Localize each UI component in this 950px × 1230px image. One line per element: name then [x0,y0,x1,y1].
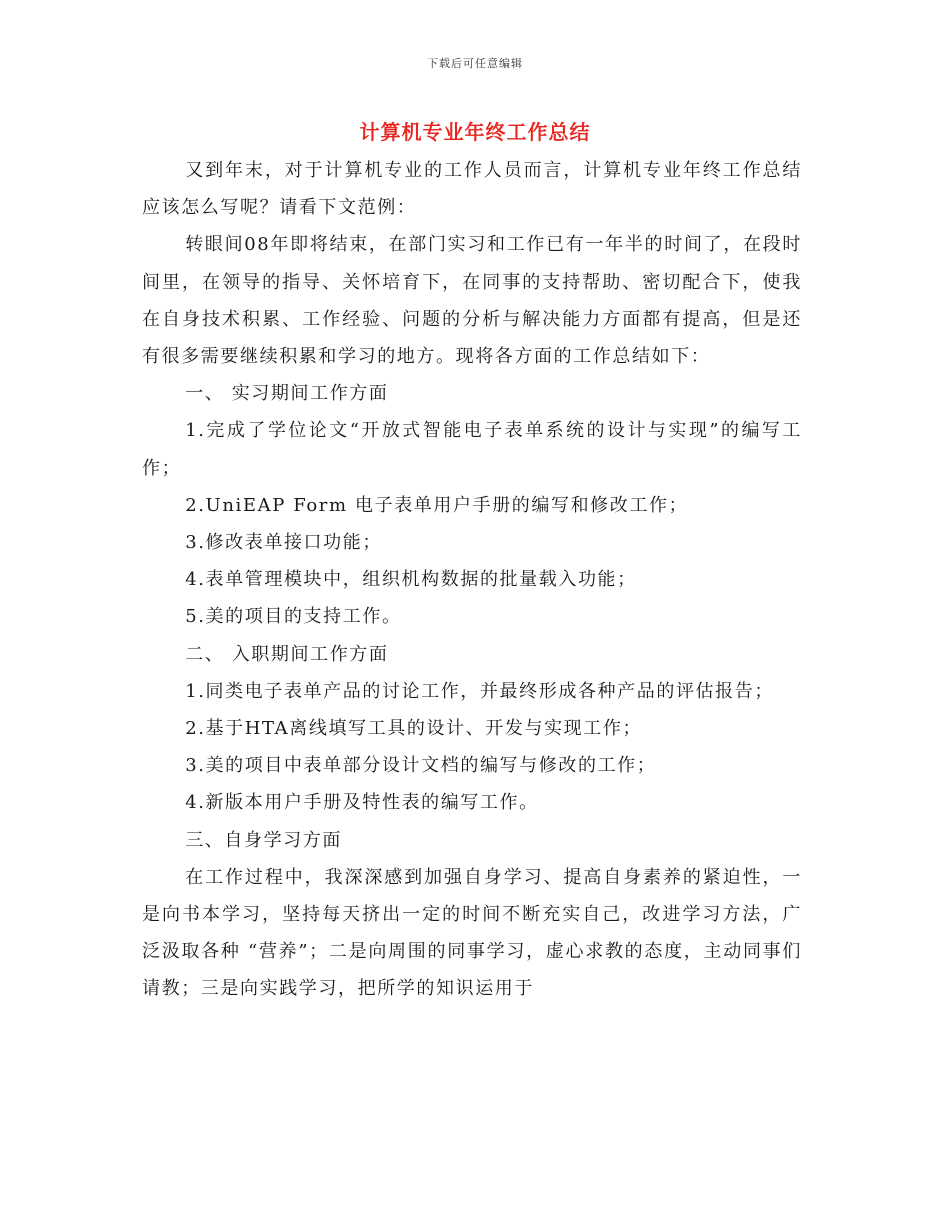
section-heading-self-study: 三、自身学习方面 [185,829,342,851]
list-item: 4.表单管理模块中，组织机构数据的批量载入功能； [185,569,637,591]
paragraph-self-study: 在工作过程中，我深深感到加强自身学习、提高自身素养的紧迫性，一是向书本学习，坚持每天挤出一定的时间不断充实自己，改进学习方法，广泛汲取各种 “营养”；二是向周围的同事学习，虚心求教的态度，主动同事们请教；三是向实践学习，把所学的知识运用于 [142,866,802,1000]
list-item: 1.同类电子表单产品的讨论工作，并最终形成各种产品的评估报告； [185,680,774,702]
list-item: 2.基于HTA离线填写工具的设计、开发与实现工作； [185,718,643,740]
list-item: 5.美的项目的支持工作。 [185,606,402,628]
section-heading-employment: 二、 入职期间工作方面 [185,643,389,665]
list-item: 4.新版本用户手册及特性表的编写工作。 [185,792,539,814]
section-heading-internship: 一、 实习期间工作方面 [185,383,389,405]
list-item: 3.修改表单接口功能； [185,532,382,554]
paragraph-intro: 又到年末，对于计算机专业的工作人员而言，计算机专业年终工作总结应该怎么写呢？请看下文范例： [142,160,802,219]
list-item: 2.UniEAP Form 电子表单用户手册的编写和修改工作； [185,494,689,516]
list-item: 3.美的项目中表单部分设计文档的编写与修改的工作； [185,755,657,777]
list-item: 1.完成了学位论文“开放式智能电子表单系统的设计与实现”的编写工作； [142,420,802,479]
document-body [142,152,802,1008]
document-title: 计算机专业年终工作总结 [359,120,591,144]
header-note: 下载后可任意编辑 [427,57,523,70]
paragraph-overview: 转眼间08年即将结束，在部门实习和工作已有一年半的时间了，在段时间里，在领导的指导、关怀培育下，在同事的支持帮助、密切配合下，使我在自身技术积累、工作经验、问题的分析与解决能力方面都有提高，但是还有很多需要继续积累和学习的地方。现将各方面的工作总结如下： [142,234,802,368]
